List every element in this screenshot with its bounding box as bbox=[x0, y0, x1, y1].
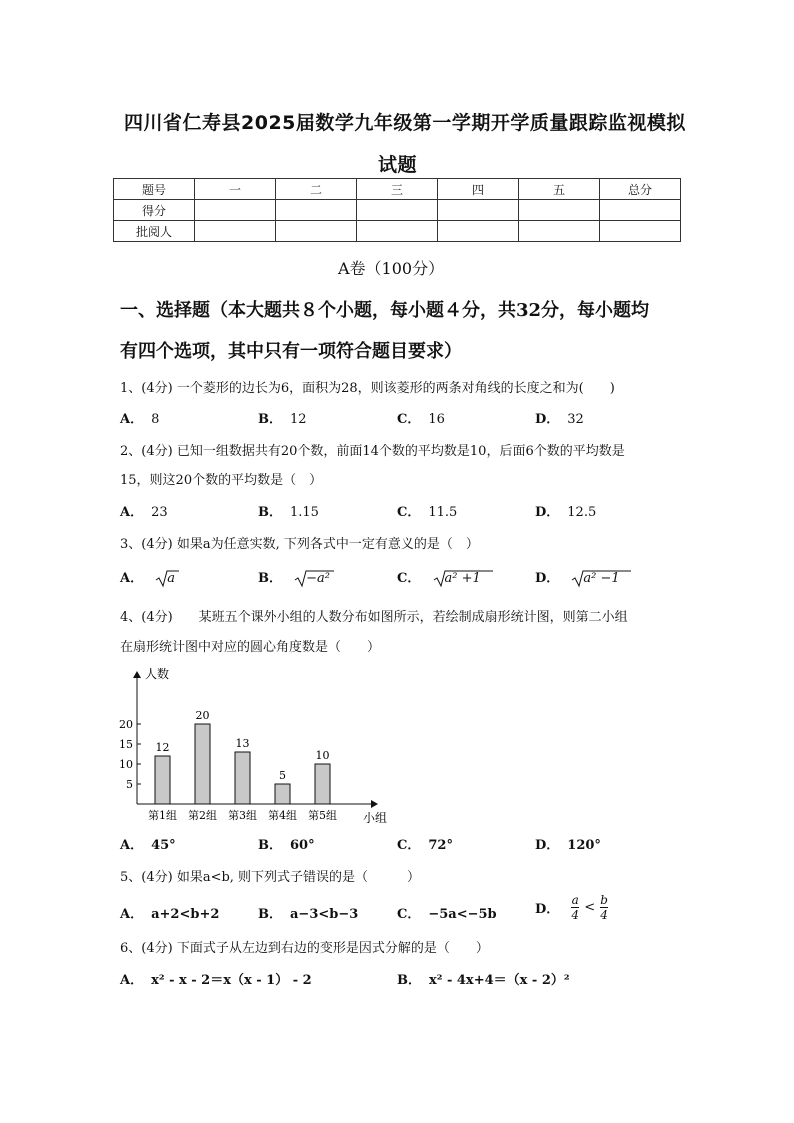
score-table-header-cell: 总分 bbox=[600, 179, 681, 200]
score-table-header-cell: 五 bbox=[519, 179, 600, 200]
x-tick-label: 第2组 bbox=[188, 809, 217, 822]
sqrt-expression bbox=[294, 571, 330, 586]
question-3-text: 3、(4分) 如果a为任意实数, 下列各式中一定有意义的是（ ） bbox=[120, 537, 479, 552]
option-letter: C． bbox=[397, 505, 421, 520]
q2-option-a bbox=[120, 501, 168, 520]
sqrt-expression bbox=[433, 571, 481, 586]
option-text: 45° bbox=[151, 838, 176, 853]
score-cell bbox=[357, 221, 438, 242]
option-letter: C． bbox=[397, 838, 421, 853]
option-letter: B． bbox=[258, 412, 282, 427]
score-cell bbox=[438, 200, 519, 221]
option-text: 72° bbox=[428, 838, 453, 853]
fraction-denominator: 4 bbox=[600, 908, 608, 922]
option-text: 12.5 bbox=[567, 505, 597, 520]
q4-option-d bbox=[535, 834, 609, 853]
bar bbox=[155, 756, 170, 804]
sqrt-symbol-icon bbox=[294, 569, 334, 589]
q6-option-a bbox=[120, 969, 320, 988]
option-text: 23 bbox=[151, 505, 168, 520]
section-heading: 一、选择题（本大题共８个小题，每小题４分，共32分，每小题均 bbox=[120, 300, 650, 321]
score-cell bbox=[600, 200, 681, 221]
option-text: x² - x - 2＝x（x - 1） - 2 bbox=[151, 973, 312, 988]
score-cell bbox=[195, 221, 276, 242]
page-title: 四川省仁寿县2025届数学九年级第一学期开学质量跟踪监视模拟 bbox=[124, 112, 686, 134]
sqrt-symbol-icon bbox=[571, 569, 631, 589]
option-letter: D． bbox=[535, 902, 560, 917]
score-cell bbox=[600, 221, 681, 242]
option-text: −a² bbox=[306, 571, 330, 586]
option-letter: D． bbox=[535, 505, 560, 520]
bar bbox=[235, 752, 250, 804]
option-letter: A． bbox=[120, 973, 144, 988]
score-table-row bbox=[114, 221, 681, 242]
option-letter: A． bbox=[120, 505, 144, 520]
sqrt-expression bbox=[155, 571, 175, 586]
score-table-header-cell: 四 bbox=[438, 179, 519, 200]
y-tick-label: 10 bbox=[119, 758, 133, 771]
sqrt-symbol-icon bbox=[155, 569, 179, 589]
option-letter: A． bbox=[120, 571, 144, 586]
option-letter: D． bbox=[535, 571, 560, 586]
q5-option-c bbox=[397, 903, 505, 922]
sqrt-expression bbox=[571, 571, 619, 586]
option-letter: B． bbox=[258, 907, 282, 922]
y-tick-label: 5 bbox=[126, 778, 133, 791]
score-table-header-cell: 题号 bbox=[114, 179, 195, 200]
bar-value-label: 5 bbox=[279, 769, 286, 782]
score-cell bbox=[438, 221, 519, 242]
y-tick-label: 20 bbox=[119, 718, 133, 731]
sqrt-symbol-icon bbox=[433, 569, 493, 589]
x-axis-label: 小组 bbox=[363, 811, 388, 825]
bar-value-label: 20 bbox=[195, 709, 210, 722]
score-cell bbox=[357, 200, 438, 221]
option-text: 32 bbox=[567, 412, 584, 427]
question-2-text: 2、(4分) 已知一组数据共有20个数，前面14个数的平均数是10，后面6个数的平均数是 bbox=[120, 444, 625, 459]
score-cell bbox=[276, 221, 357, 242]
q5-option-b bbox=[258, 903, 366, 922]
q4-option-a bbox=[120, 834, 184, 853]
page-title-continued: 试题 bbox=[378, 154, 418, 176]
q5-option-a bbox=[120, 903, 227, 922]
option-letter: B． bbox=[258, 505, 282, 520]
q5-option-d bbox=[535, 893, 608, 922]
option-letter: B． bbox=[258, 571, 282, 586]
score-table-header-cell: 二 bbox=[276, 179, 357, 200]
q1-option-a bbox=[120, 408, 159, 427]
y-axis-label: 人数 bbox=[145, 667, 170, 681]
score-table-header-row bbox=[114, 179, 681, 200]
score-table bbox=[113, 178, 681, 242]
fraction-b-over-4 bbox=[600, 893, 608, 922]
q3-option-b bbox=[258, 567, 330, 586]
option-letter: D． bbox=[535, 838, 560, 853]
option-text: 60° bbox=[290, 838, 315, 853]
bar-value-label: 13 bbox=[235, 737, 250, 750]
question-1-text: 1、(4分) 一个菱形的边长为6，面积为28，则该菱形的两条对角线的长度之和为( ) bbox=[120, 381, 615, 396]
q1-option-c bbox=[397, 408, 445, 427]
option-letter: D． bbox=[535, 412, 560, 427]
option-letter: C． bbox=[397, 412, 421, 427]
option-letter: C． bbox=[397, 571, 421, 586]
q4-option-c bbox=[397, 834, 461, 853]
question-2-text-continued: 15，则这20个数的平均数是（ ） bbox=[120, 473, 323, 488]
option-text: x² - 4x+4＝（x - 2）² bbox=[429, 973, 570, 988]
option-letter: B． bbox=[258, 838, 282, 853]
bar-value-label: 10 bbox=[315, 749, 330, 762]
option-text: 11.5 bbox=[428, 505, 458, 520]
question-4-text: 4、(4分) 某班五个课外小组的人数分布如图所示，若绘制成扇形统计图，则第二小组 bbox=[120, 610, 628, 625]
option-letter: A． bbox=[120, 412, 144, 427]
q2-option-d bbox=[535, 501, 596, 520]
option-text: a² +1 bbox=[444, 571, 481, 586]
q4-option-b bbox=[258, 834, 323, 853]
q1-option-d bbox=[535, 408, 584, 427]
score-table-row bbox=[114, 200, 681, 221]
fraction-numerator: a bbox=[571, 893, 579, 907]
bar-chart bbox=[115, 660, 395, 830]
option-text: a−3<b−3 bbox=[290, 907, 359, 922]
bar-value-label: 12 bbox=[155, 741, 170, 754]
option-letter: C． bbox=[397, 907, 421, 922]
option-letter: A． bbox=[120, 907, 144, 922]
question-6-text: 6、(4分) 下面式子从左边到右边的变形是因式分解的是（ ） bbox=[120, 941, 489, 956]
x-tick-label: 第4组 bbox=[268, 809, 297, 822]
option-letter: B． bbox=[397, 973, 421, 988]
option-text: 16 bbox=[428, 412, 445, 427]
score-table-header-cell: 一 bbox=[195, 179, 276, 200]
question-4-text-continued: 在扇形统计图中对应的圆心角度数是（ ） bbox=[120, 640, 381, 655]
bar bbox=[275, 784, 290, 804]
score-table-row-label: 得分 bbox=[114, 200, 195, 221]
score-cell bbox=[519, 221, 600, 242]
bar bbox=[195, 724, 210, 804]
q2-option-c bbox=[397, 501, 457, 520]
option-text: 1.15 bbox=[290, 505, 319, 520]
y-tick-label: 15 bbox=[119, 738, 133, 751]
q3-option-c bbox=[397, 567, 481, 586]
score-table-header-cell: 三 bbox=[357, 179, 438, 200]
question-5-text: 5、(4分) 如果a<b, 则下列式子错误的是（ ） bbox=[120, 870, 421, 885]
q3-option-a bbox=[120, 567, 175, 586]
part-label: A卷（100分） bbox=[338, 259, 445, 278]
option-text: −5a<−5b bbox=[428, 907, 497, 922]
fraction-denominator: 4 bbox=[571, 908, 580, 922]
score-cell bbox=[195, 200, 276, 221]
q6-option-b bbox=[397, 969, 578, 988]
q3-option-d bbox=[535, 567, 620, 586]
score-table-row-label: 批阅人 bbox=[114, 221, 195, 242]
option-text: 120° bbox=[567, 838, 601, 853]
option-letter: A． bbox=[120, 838, 144, 853]
x-tick-label: 第3组 bbox=[228, 809, 257, 822]
q1-option-b bbox=[258, 408, 307, 427]
option-text: 12 bbox=[290, 412, 307, 427]
option-text: a² −1 bbox=[583, 571, 620, 586]
score-cell bbox=[519, 200, 600, 221]
option-text: 8 bbox=[151, 412, 160, 427]
fraction-numerator: b bbox=[600, 893, 608, 907]
x-tick-label: 第5组 bbox=[308, 809, 337, 822]
option-text: a bbox=[167, 571, 175, 586]
bar bbox=[315, 764, 330, 804]
section-heading-continued: 有四个选项，其中只有一项符合题目要求） bbox=[120, 341, 462, 362]
score-cell bbox=[276, 200, 357, 221]
q2-option-b bbox=[258, 501, 319, 520]
x-tick-label: 第1组 bbox=[148, 809, 177, 822]
fraction-a-over-4 bbox=[571, 893, 579, 922]
option-text: a+2<b+2 bbox=[151, 907, 220, 922]
less-than-sign: < bbox=[584, 900, 596, 915]
